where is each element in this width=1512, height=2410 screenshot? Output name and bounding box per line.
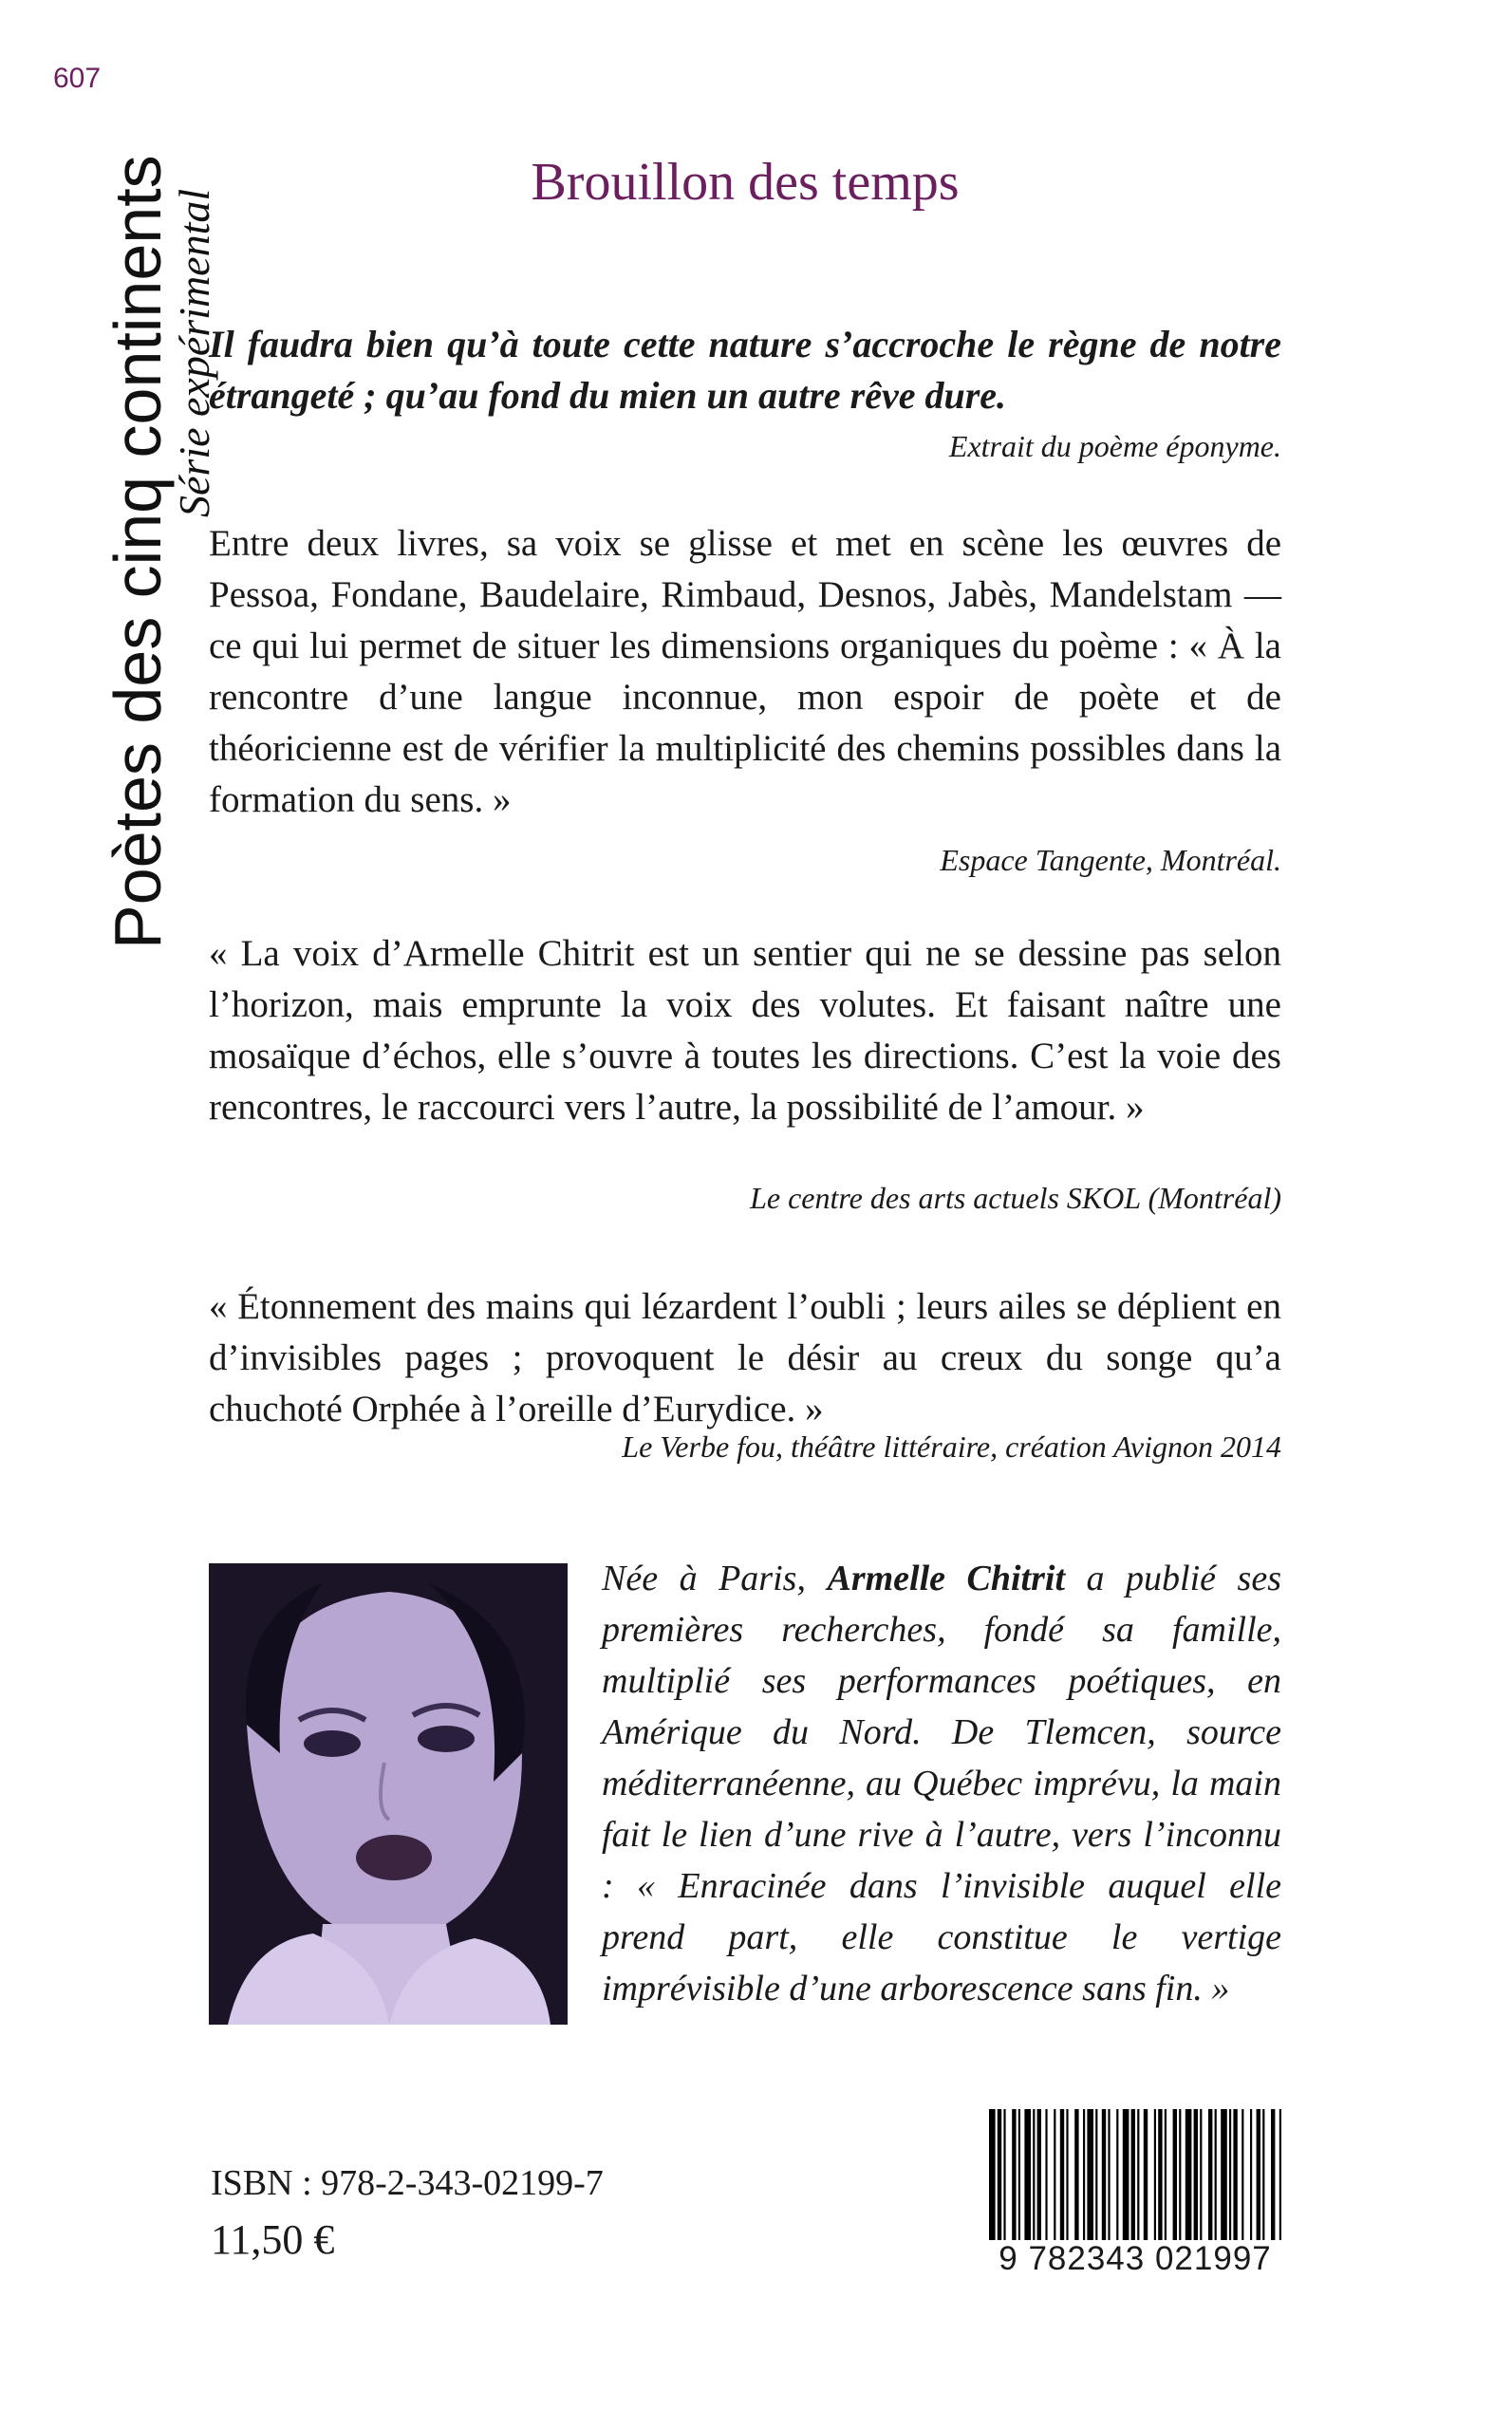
quote-1 (209, 518, 1281, 826)
quote-2-text: « La voix d’Armelle Chitrit est un sentier qui ne se dessine pas selon l’horizon, mais emprunte la voix des volutes. Et faisant naître une mosaïque d’échos, elle s’ouvre à toutes les directions. C’est la voie des rencontres, le raccourci vers l’autre, la possibilité de l’amour. » (209, 933, 1281, 1128)
barcode-bar (1194, 2109, 1198, 2242)
series-number: 607 (53, 63, 102, 94)
quote-1-text: Entre deux livres, sa voix se glisse et met en scène les œuvres de Pessoa, Fondane, Baudelaire, Rimbaud, Desnos, Jabès, Mandelstam —ce qui lui permet de situer les dimensions organiques du poème : « À la rencontre d’une langue inconnue, mon espoir de poète et de théoricienne est de vérifier la multiplicité des chemins possibles dans la formation du sens. » (209, 523, 1281, 820)
barcode-bars (987, 2109, 1283, 2242)
quote-3-text: « Étonnement des mains qui lézardent l’oubli ; leurs ailes se déplient en d’invisibles pages ; provoquent le désir au creux du songe qu’a chuchoté Orphée à l’oreille d’Eurydice. » (209, 1286, 1281, 1429)
barcode-bar (998, 2109, 1001, 2242)
barcode-bar (1250, 2109, 1252, 2242)
quote-2-credit: Le centre des arts actuels SKOL (Montréal) (750, 1181, 1281, 1215)
author-photo (209, 1563, 568, 2025)
epigraph (209, 319, 1281, 421)
price: 11,50 € (211, 2216, 335, 2263)
isbn: ISBN : 978-2-343-02199-7 (211, 2163, 604, 2203)
barcode-bar (1144, 2109, 1148, 2242)
barcode-bar (989, 2109, 996, 2242)
barcode-bar (1279, 2109, 1281, 2242)
barcode-bar (1123, 2109, 1129, 2242)
barcode-bar (1012, 2109, 1016, 2242)
bio-author-name: Armelle Chitrit (827, 1559, 1066, 1598)
author-bio (602, 1553, 1281, 2014)
book-title: Brouillon des temps (531, 153, 960, 212)
barcode-bar (1108, 2109, 1110, 2242)
barcode-bar (1102, 2109, 1106, 2242)
barcode-bar (1083, 2109, 1085, 2242)
quote-2 (209, 928, 1281, 1133)
barcode-bar (1137, 2109, 1139, 2242)
bio-lead: Née à Paris, (602, 1559, 806, 1598)
barcode-bar (1241, 2109, 1243, 2242)
barcode-bar (1233, 2109, 1237, 2242)
quote-1-credit: Espace Tangente, Montréal. (940, 843, 1281, 877)
barcode-bar (1045, 2109, 1047, 2242)
quote-3-credit: Le Verbe fou, théâtre littéraire, création Avignon 2014 (622, 1429, 1281, 1464)
barcode-bar (1018, 2109, 1020, 2242)
barcode-bar (1074, 2109, 1078, 2242)
barcode-bar (1003, 2109, 1005, 2242)
barcode-bar (1033, 2109, 1035, 2242)
barcode-bar (1116, 2109, 1118, 2242)
barcode-bar (1024, 2109, 1031, 2242)
barcode-bar (1060, 2109, 1064, 2242)
barcode-bar (1087, 2109, 1093, 2242)
barcode-bar (1200, 2109, 1202, 2242)
epigraph-credit: Extrait du poème éponyme. (948, 429, 1281, 463)
barcode-digits: 9 782343 021997 (982, 2240, 1288, 2278)
barcode-bar (1154, 2109, 1156, 2242)
author-photo-illustration (209, 1563, 568, 2025)
barcode-bar (1066, 2109, 1068, 2242)
barcode-bar (1215, 2109, 1217, 2242)
barcode-bar (1037, 2109, 1041, 2242)
barcode-bar (1185, 2109, 1192, 2242)
series-title: Poètes des cinq continents (101, 155, 175, 949)
barcode-bar (1165, 2109, 1167, 2242)
barcode-bar (1257, 2109, 1260, 2242)
barcode-bar (1208, 2109, 1212, 2242)
barcode-bar (1271, 2109, 1275, 2242)
quote-3 (209, 1281, 1281, 1435)
bio-text: a publié ses premières recherches, fondé sa famille, multiplié ses performances poétiques, en Amérique du Nord. De Tlemcen, source méditerranéenne, au Québec imprévu, la main fait le lien d’une rive à l’autre, vers l’inconnu : « Enracinée dans l’invisible auquel elle prend part, elle constitue le vertige imprévisible d’une arborescence sans fin. » (602, 1559, 1281, 2008)
barcode-bar (1173, 2109, 1177, 2242)
barcode-bar (1179, 2109, 1181, 2242)
epigraph-text: Il faudra bien qu’à toute cette nature s’accroche le règne de notre étrangeté ; qu’au fond du mien un autre rêve dure. (209, 323, 1281, 417)
barcode-bar (1221, 2109, 1227, 2242)
barcode-bar (1229, 2109, 1231, 2242)
barcode-bar (1054, 2109, 1055, 2242)
series-subtitle: Série expérimental (170, 188, 218, 517)
barcode-bar (1262, 2109, 1264, 2242)
barcode-bar (1095, 2109, 1097, 2242)
barcode-bar (1131, 2109, 1135, 2242)
barcode-bar (1158, 2109, 1162, 2242)
